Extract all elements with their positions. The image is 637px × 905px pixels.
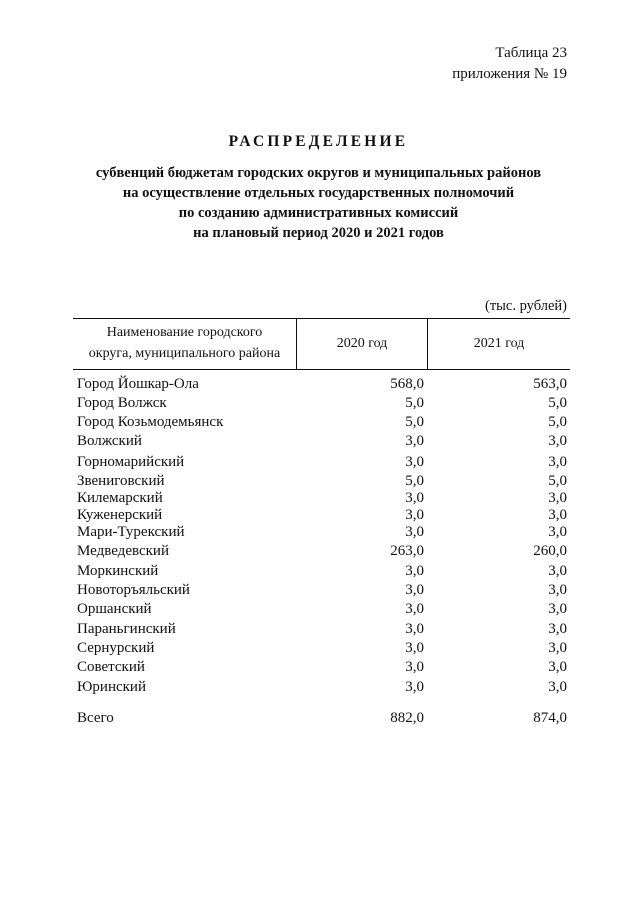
table-number: Таблица 23 (495, 45, 567, 61)
row-name: Оршанский (77, 601, 152, 617)
table-row (0, 640, 637, 660)
row-value-2021: 3,0 (548, 621, 567, 637)
document-subtitle (0, 163, 637, 243)
row-value-2020: 263,0 (390, 543, 424, 559)
row-name: Новоторъяльский (77, 582, 190, 598)
row-name: Параньгинский (77, 621, 176, 637)
row-name: Город Козьмодемьянск (77, 414, 224, 430)
table-row (0, 433, 637, 453)
header-name-line: округа, муниципального района (88, 346, 281, 361)
row-value-2020: 3,0 (405, 454, 424, 470)
row-value-2021: 3,0 (548, 433, 567, 449)
table-total-row (0, 710, 637, 730)
row-value-2021: 3,0 (548, 659, 567, 675)
row-value-2020: 5,0 (405, 414, 424, 430)
row-value-2020: 568,0 (390, 376, 424, 392)
row-value-2021: 5,0 (548, 473, 567, 489)
row-value-2021: 3,0 (548, 601, 567, 617)
row-value-2021: 3,0 (548, 507, 567, 523)
row-value-2020: 3,0 (405, 524, 424, 540)
row-value-2020: 3,0 (405, 563, 424, 579)
row-value-2021: 3,0 (548, 524, 567, 540)
table-row (0, 414, 637, 434)
total-value-2021: 874,0 (533, 710, 567, 726)
row-name: Куженерский (77, 507, 163, 523)
units-label: (тыс. рублей) (485, 298, 567, 314)
subtitle-line: на плановый период 2020 и 2021 годов (193, 225, 444, 241)
row-value-2020: 5,0 (405, 473, 424, 489)
row-value-2020: 3,0 (405, 659, 424, 675)
subtitle-line: на осуществление отдельных государственных полномочий (122, 185, 515, 201)
row-name: Город Волжск (77, 395, 167, 411)
row-value-2020: 3,0 (405, 433, 424, 449)
row-value-2021: 3,0 (548, 563, 567, 579)
row-value-2021: 5,0 (548, 414, 567, 430)
row-value-2021: 5,0 (548, 395, 567, 411)
row-value-2020: 3,0 (405, 507, 424, 523)
row-value-2020: 3,0 (405, 582, 424, 598)
table-row (0, 563, 637, 583)
row-value-2021: 3,0 (548, 679, 567, 695)
row-name: Моркинский (77, 563, 159, 579)
row-value-2020: 3,0 (405, 490, 424, 506)
row-name: Килемарский (77, 490, 163, 506)
row-name: Горномарийский (77, 454, 185, 470)
appendix-number: приложения № 19 (452, 66, 567, 82)
row-name: Сернурский (77, 640, 155, 656)
row-name: Звениговский (77, 473, 165, 489)
row-value-2021: 3,0 (548, 640, 567, 656)
table-row (0, 601, 637, 621)
row-value-2021: 563,0 (533, 376, 567, 392)
table-reference (452, 43, 567, 85)
row-name: Медведевский (77, 543, 169, 559)
table-row (0, 454, 637, 474)
table-header-bottom-border (73, 369, 570, 370)
row-name: Город Йошкар-Ола (77, 376, 199, 392)
row-name: Мари-Турекский (77, 524, 185, 540)
table-row (0, 395, 637, 415)
row-value-2020: 3,0 (405, 621, 424, 637)
row-value-2020: 3,0 (405, 679, 424, 695)
row-name: Юринский (77, 679, 146, 695)
table-row (0, 524, 637, 544)
total-value-2020: 882,0 (390, 710, 424, 726)
table-row (0, 659, 637, 679)
subtitle-line: по созданию административных комиссий (178, 205, 459, 221)
row-name: Советский (77, 659, 145, 675)
header-name-column (73, 322, 296, 364)
table-top-border (73, 318, 570, 319)
row-value-2021: 3,0 (548, 490, 567, 506)
subtitle-line: субвенций бюджетам городских округов и муниципальных районов (95, 165, 542, 181)
table-row (0, 679, 637, 699)
row-value-2020: 3,0 (405, 640, 424, 656)
row-name: Волжский (77, 433, 142, 449)
page-title: РАСПРЕДЕЛЕНИЕ (228, 133, 409, 150)
row-value-2021: 3,0 (548, 454, 567, 470)
row-value-2020: 3,0 (405, 601, 424, 617)
table-row (0, 543, 637, 563)
total-label: Всего (77, 710, 114, 726)
header-2021: 2021 год (473, 336, 525, 351)
table-row (0, 582, 637, 602)
header-2020: 2020 год (336, 336, 388, 351)
table-row (0, 621, 637, 641)
header-name-line: Наименование городского (106, 325, 263, 340)
row-value-2020: 5,0 (405, 395, 424, 411)
row-value-2021: 260,0 (533, 543, 567, 559)
row-value-2021: 3,0 (548, 582, 567, 598)
table-row (0, 376, 637, 396)
